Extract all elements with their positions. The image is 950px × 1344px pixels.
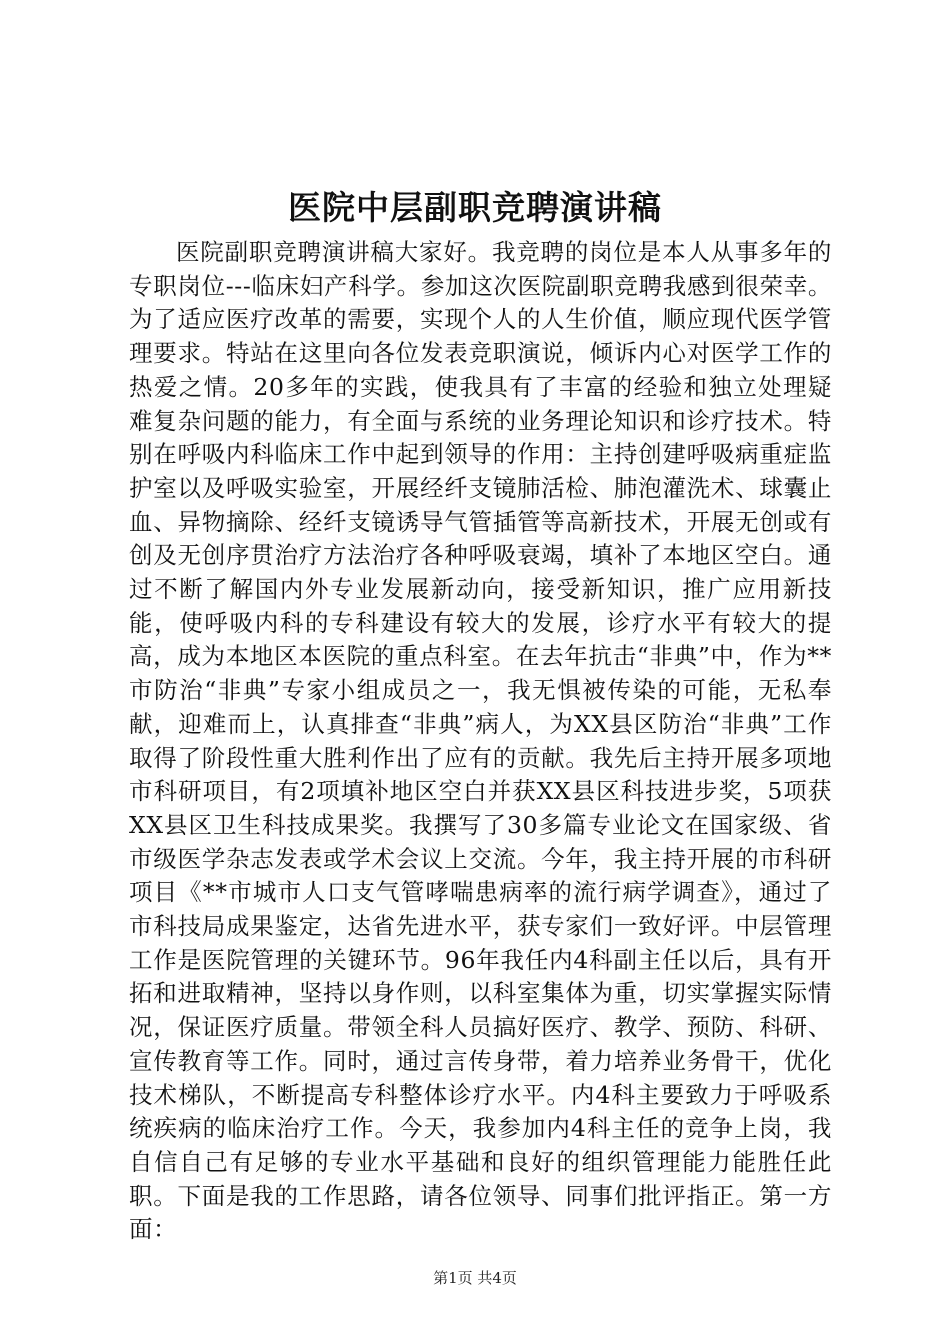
body-paragraph: 医院副职竞聘演讲稿大家好。我竞聘的岗位是本人从事多年的专职岗位---临床妇产科学。参加这次医院副职竞聘我感到很荣幸。为了适应医疗改革的需要，实现个人的人生价值，顺应现代医学管理要求。特站在这里向各位发表竞职演说，倾诉内心对医学工作的热爱之情。20多年的实践，使我具有了丰富的经验和独立处理疑难复杂问题的能力，有全面与系统的业务理论知识和诊疗技术。特别在呼吸内科临床工作中起到领导的作用：主持创建呼吸病重症监护室以及呼吸实验室，开展经纤支镜肺活检、肺泡灌洗术、球囊止血、异物摘除、经纤支镜诱导气管插管等高新技术，开展无创或有创及无创序贯治疗方法治疗各种呼吸衰竭，填补了本地区空白。通过不断了解国内外专业发展新动向，接受新知识，推广应用新技能，使呼吸内科的专科建设有较大的发展，诊疗水平有较大的提高，成为本地区本医院的重点科室。在去年抗击“非典”中，作为**市防治“非典”专家小组成员之一，我无惧被传染的可能，无私奉献，迎难而上，认真排查“非典”病人，为XX县区防治“非典”工作取得了阶段性重大胜利作出了应有的贡献。我先后主持开展多项地市科研项目，有2项填补地区空白并获XX县区科技进步奖，5项获XX县区卫生科技成果奖。我撰写了30多篇专业论文在国家级、省市级医学杂志发表或学术会议上交流。今年，我主持开展的市科研项目《**市城市人口支气管哮喘患病率的流行病学调查》，通过了市科技局成果鉴定，达省先进水平，获专家们一致好评。中层管理工作是医院管理的关键环节。96年我任内4科副主任以后，具有开拓和进取精神，坚持以身作则，以科室集体为重，切实掌握实际情况，保证医疗质量。带领全科人员搞好医疗、教学、预防、科研、宣传教育等工作。同时，通过言传身带，着力培养业务骨干，优化技术梯队，不断提高专科整体诊疗水平。内4科主要致力于呼吸系统疾病的临床治疗工作。今天，我参加内4科主任的竞争上岗，我自信自己有足够的专业水平基础和良好的组织管理能力能胜任此职。下面是我的工作思路，请各位领导、同事们批评指正。第一方面： [129, 238, 832, 1244]
document-title: 医院中层副职竞聘演讲稿 [288, 188, 662, 227]
page-number-footer: 第1页 共4页 [433, 1269, 517, 1287]
